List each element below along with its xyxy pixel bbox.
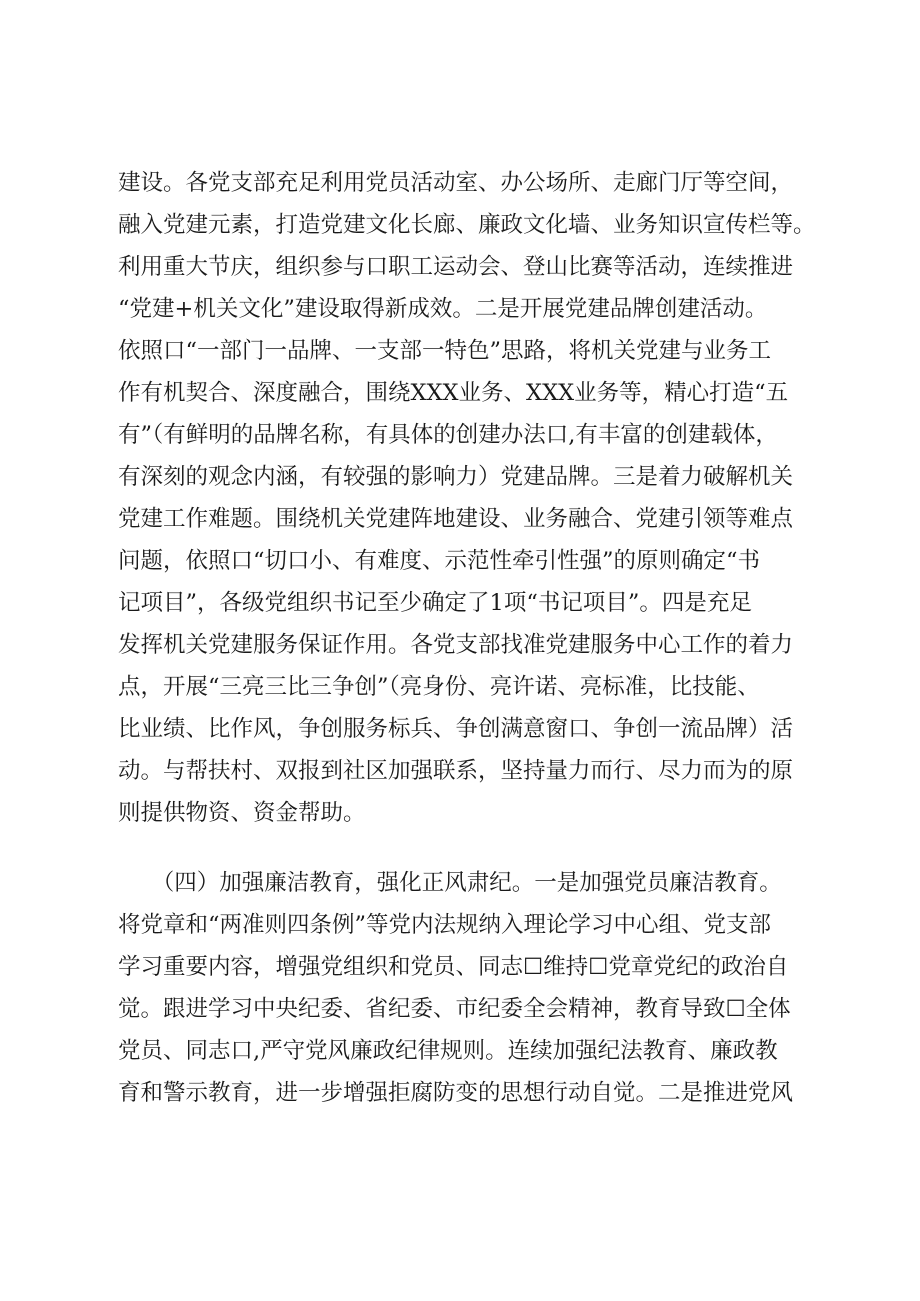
text-line: 则提供物资、资金帮助。 xyxy=(118,800,366,826)
text-line: “党建+机关文化”建设取得新成效。二是开展党建品牌创建活动。 xyxy=(118,296,768,322)
text-line: 记项目”，各级党组织书记至少确定了1项“书记项目”。四是充足 xyxy=(118,590,752,616)
text-line: 将党章和“两准则四条例”等党内法规纳入理论学习中心组、党支部 xyxy=(118,912,772,938)
text-line: 建设。各党支部充足利用党员活动室、办公场所、走廊门厅等空间， xyxy=(118,170,794,196)
text-line: 依照口“一部门一品牌、一支部一特色”思路，将机关党建与业务工 xyxy=(118,338,772,364)
text-line: 点，开展“三亮三比三争创”（亮身份、亮许诺、亮标准，比技能、 xyxy=(118,674,760,700)
section-heading-line: （四）加强廉洁教育，强化正风肃纪。一是加强党员廉洁教育。 xyxy=(118,870,782,896)
paragraph-integrity-education xyxy=(118,862,808,1114)
text-line: 问题，依照口“切口小、有难度、示范性牵引性强”的原则确定“书 xyxy=(118,548,761,574)
text-line: 觉。跟进学习中央纪委、省纪委、市纪委全会精神，教育导致☐全体 xyxy=(118,996,791,1022)
paragraph-party-building xyxy=(118,162,816,834)
text-line: 利用重大节庆，组织参与口职工运动会、登山比赛等活动，连续推进 xyxy=(118,254,794,280)
text-line: 发挥机关党建服务保证作用。各党支部找准党建服务中心工作的着力 xyxy=(118,632,794,658)
text-line: 比业绩、比作风，争创服务标兵、争创满意窗口、争创一流品牌）活 xyxy=(118,716,794,742)
text-line: 学习重要内容，增强党组织和党员、同志☐维持☐党章党纪的政治自 xyxy=(118,954,789,980)
text-line: 融入党建元素，打造党建文化长廊、廉政文化墙、业务知识宣传栏等。 xyxy=(118,212,816,238)
text-line: 党建工作难题。围绕机关党建阵地建设、业务融合、党建引领等难点 xyxy=(118,506,794,532)
text-line: 动。与帮扶村、双报到社区加强联系，坚持量力而行、尽力而为的原 xyxy=(118,758,794,784)
text-line: 党员、同志口,严守党风廉政纪律规则。连续加强纪法教育、廉政教 xyxy=(118,1038,778,1064)
text-line: 育和警示教育，进一步增强拒腐防变的思想行动自觉。二是推进党风 xyxy=(118,1080,794,1106)
text-line: 有”（有鲜明的品牌名称，有具体的创建办法口,有丰富的创建载体， xyxy=(118,422,778,448)
text-line: 有深刻的观念内涵，有较强的影响力）党建品牌。三是着力破解机关 xyxy=(118,464,794,490)
text-line: 作有机契合、深度融合，围绕XXX业务、XXX业务等，精心打造“五 xyxy=(118,380,789,406)
